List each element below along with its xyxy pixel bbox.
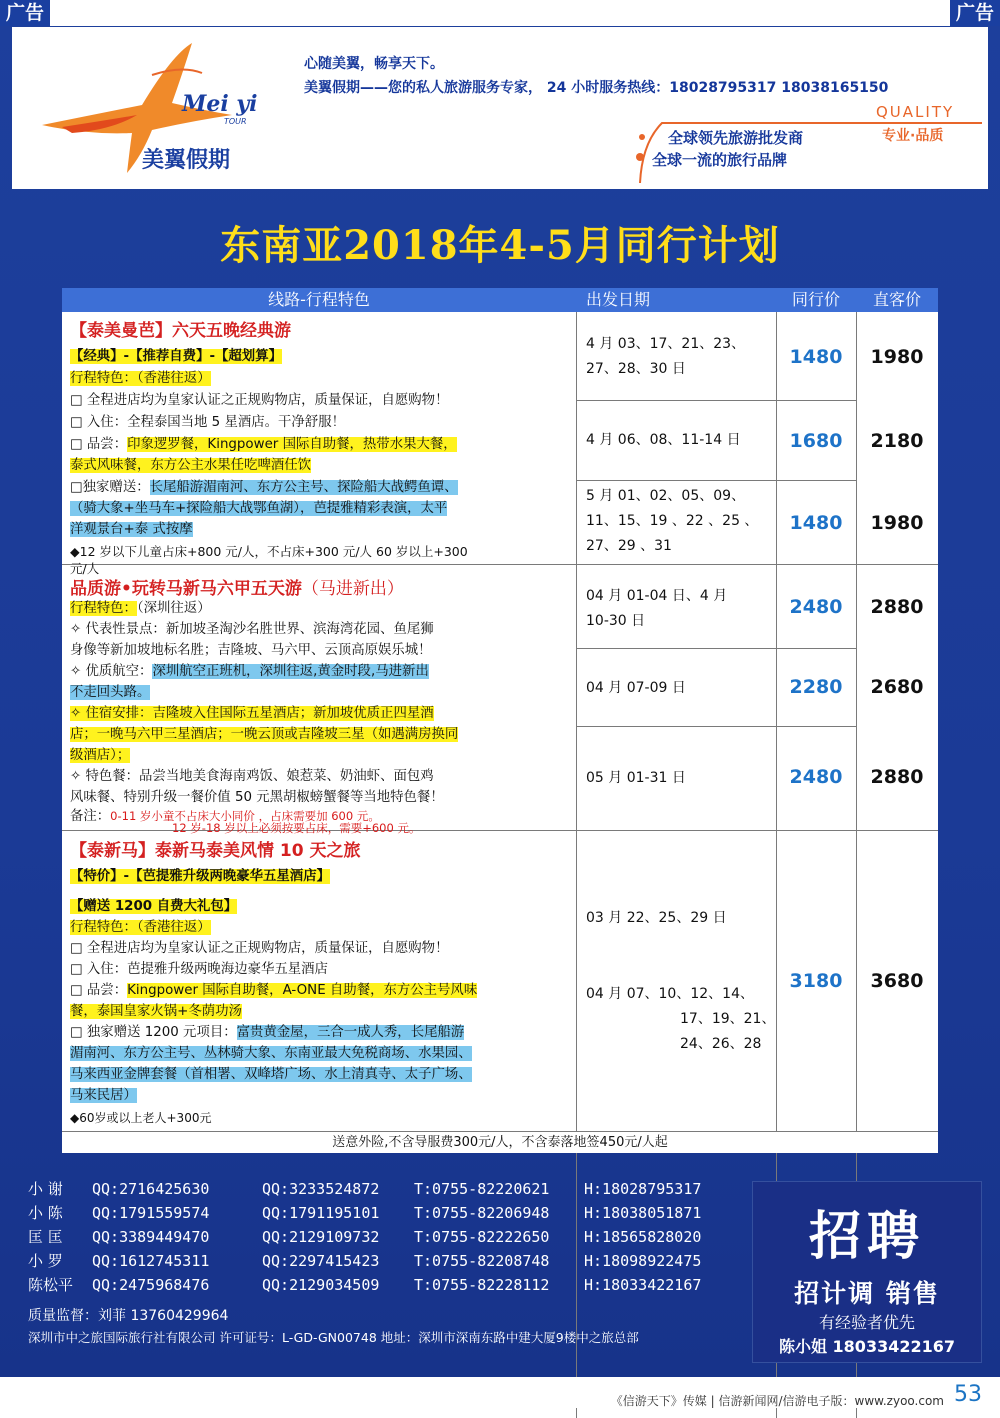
direct-price: 2180 [870, 430, 924, 452]
recruit-positions: 招计调 销售 [794, 1279, 940, 1308]
slogan-line1: 心随美翼，畅享天下。 [304, 56, 444, 72]
table-footnote: 送意外险,不含导服费300元/人，不含泰落地签450元/人起 [62, 1131, 938, 1153]
contact-qq1: QQ:2475968476 [92, 1276, 210, 1294]
recruitment-box [752, 1181, 982, 1363]
row-divider [576, 648, 856, 649]
header-direct-price: 直客价 [872, 290, 921, 309]
logo-text: Mei yi [182, 91, 258, 117]
peer-price: 2480 [789, 766, 843, 788]
recruit-requirement: 有经验者优先 [818, 1313, 915, 1332]
departure-date: 4 月 03、17、21、23、 27、28、30 日 [586, 336, 746, 377]
contact-name: 小 罗 [28, 1252, 63, 1270]
product-name-1: 【泰美曼芭】六天五晚经典游 [70, 321, 291, 341]
product1-line: ◆12 岁以下儿童占床+800 元/人，不占床+300 元/人 60 岁以上+300 [70, 544, 468, 559]
page-title: 东南亚2018年4-5月同行计划 [220, 222, 780, 269]
product1-line: □ 全程进店均为皇家认证之正规购物店，质量保证，自愿购物！ [70, 393, 449, 408]
product1-line: □ 品尝：印象逻罗餐，Kingpower 国际自助餐，热带水果大餐， [70, 437, 457, 452]
product2-line: 身像等新加坡地标名胜；吉隆坡、马六甲、云顶高原娱乐城！ [70, 643, 432, 658]
product-divider [62, 564, 938, 565]
product2-line: 不走回头路。 [70, 685, 151, 700]
product3-line: □ 品尝：Kingpower 国际自助餐，A-ONE 自助餐，东方公主号风味 [70, 983, 478, 998]
direct-price: 2880 [870, 596, 924, 618]
peer-price: 1480 [789, 512, 843, 534]
contact-name: 小 陈 [28, 1204, 63, 1222]
product3-line: ◆60岁或以上老人+300元 [70, 1111, 212, 1125]
product2-line: 风味餐、特别升级一餐价值 50 元黑胡椒螃蟹餐等当地特色餐！ [70, 790, 444, 805]
product2-line: ✧ 住宿安排：吉隆坡入住国际五星酒店；新加坡优质正四星酒 [70, 706, 434, 721]
contact-qq1: QQ:1791559574 [92, 1204, 210, 1222]
logo-tour: TOUR [224, 117, 247, 126]
peer-price: 1680 [789, 430, 843, 452]
publisher-info: 《信游天下》传媒 | 信游新闻网/信游电子版：www.zyoo.com [610, 1394, 944, 1408]
product3-line: 马来西亚金牌套餐（首相署、双峰塔广场、水上清真寺、太子广场、 [70, 1067, 472, 1082]
product1-line: 洋观景台+泰 式按摩 [70, 522, 193, 537]
contact-qq1: QQ:2716425630 [92, 1180, 210, 1198]
header-peer-price: 同行价 [791, 290, 840, 309]
product3-line: 马来民居） [70, 1088, 137, 1103]
product2-line: 店；一晚马六甲三星酒店；一晚云顶或吉隆坡三星（如遇满房换同 [70, 727, 459, 742]
direct-price: 3680 [870, 970, 924, 992]
product1-line: 元/人 [70, 561, 100, 576]
product3-line: 餐，泰国皇家火锅+冬荫功汤 [70, 1004, 242, 1019]
meiyi-logo [32, 35, 272, 183]
contact-qq2: QQ:2297415423 [262, 1252, 380, 1270]
product1-line: （骑大象+坐马车+探险船大战鄂鱼湖），芭提雅精彩表演，太平 [70, 501, 448, 516]
product1-line: 泰式风味餐，东方公主水果任吃啤酒任饮 [70, 458, 312, 473]
contact-qq2: QQ:3233524872 [262, 1180, 380, 1198]
table-header [62, 288, 938, 312]
contact-mobile: H:18038051871 [584, 1204, 702, 1222]
top-strip [0, 0, 1000, 26]
departure-date: 04 月 01-04 日、4 月 10-30 日 [586, 588, 728, 629]
quality-supervisor: 质量监督：刘菲 13760429964 [28, 1308, 229, 1324]
contact-mobile: H:18565828020 [584, 1228, 702, 1246]
product2-line: 12 岁-18 岁以上必须按要占床，需要+600 元。 [172, 821, 421, 835]
contact-tel: T:0755-82208748 [414, 1252, 550, 1270]
brand-line1: 全球领先旅游批发商 [668, 129, 804, 147]
product3-line: □ 独家赠送 1200 元项目：富贵黄金屋，三合一成人秀，长尾船游 [70, 1025, 465, 1040]
row-divider [576, 400, 856, 401]
contact-qq1: QQ:3389449470 [92, 1228, 210, 1246]
contact-qq1: QQ:1612745311 [92, 1252, 210, 1270]
direct-price: 1980 [870, 512, 924, 534]
contact-qq2: QQ:1791195101 [262, 1204, 380, 1222]
contact-mobile: H:18028795317 [584, 1180, 702, 1198]
header-route: 线路-行程特色 [268, 290, 370, 309]
contact-tel: T:0755-82206948 [414, 1204, 550, 1222]
contact-name: 匡 匡 [28, 1228, 63, 1246]
product-name-2: 品质游•玩转马新马六甲五天游（马进新出） [70, 579, 404, 599]
product1-line: □独家赠送：长尾船游湄南河、东方公主号、探险船大战鳄鱼谭、 [70, 480, 458, 495]
direct-price: 2680 [870, 676, 924, 698]
row-divider [576, 726, 856, 727]
peer-price: 1480 [789, 346, 843, 368]
product3-line: □ 入住：芭提雅升级两晚海边豪华五星酒店 [70, 962, 328, 977]
ad-label-right: 广告 [950, 0, 1000, 26]
company-info: 深圳市中之旅国际旅行社有限公司 许可证号：L-GD-GN00748 地址：深圳市深南东路中建大厦9楼中之旅总部 [28, 1330, 639, 1345]
product1-line: 【经典】-【推荐自费】-【超划算】 [70, 349, 282, 364]
logo-cn: 美翼假期 [142, 148, 231, 173]
product3-line: 【特价】-【芭提雅升级两晚豪华五星酒店】 [70, 869, 330, 884]
contact-tel: T:0755-82222650 [414, 1228, 550, 1246]
quality-label: QUALITY [876, 103, 955, 121]
contact-tel: T:0755-82220621 [414, 1180, 550, 1198]
product1-line: 行程特色：（香港往返） [70, 371, 211, 386]
row-divider [576, 480, 856, 481]
product2-line: ✧ 代表性景点：新加坡圣淘沙名胜世界、滨海湾花园、鱼尾狮 [70, 622, 434, 637]
contact-name: 小 谢 [28, 1180, 63, 1198]
product3-line: 【赠送 1200 自费大礼包】 [70, 899, 238, 914]
departure-date: 04 月 07、10、12、14、 17、19、21、 24、26、28 [586, 986, 776, 1052]
departure-date: 5 月 01、02、05、09、 11、15、19 、22 、25 、 27、29 、31 [586, 488, 759, 554]
departure-date: 04 月 07-09 日 [586, 680, 686, 696]
product2-line: 备注：0-11 岁小童不占床大小同价 ，占床需要加 600 元。 [70, 809, 380, 824]
product1-line: □ 入住：全程泰国当地 5 星酒店。干净舒服！ [70, 415, 345, 430]
contact-tel: T:0755-82228112 [414, 1276, 550, 1294]
product2-line: 行程特色：（深圳往返） [70, 601, 211, 616]
itinerary-table [62, 288, 938, 1153]
contact-mobile: H:18033422167 [584, 1276, 702, 1294]
peer-price: 2280 [789, 676, 843, 698]
product3-line: 行程特色：（香港往返） [70, 920, 211, 935]
header-departure: 出发日期 [586, 290, 651, 309]
peer-price: 2480 [789, 596, 843, 618]
direct-price: 2880 [870, 766, 924, 788]
ad-label-left: 广告 [0, 0, 50, 26]
page-number: 53 [954, 1382, 982, 1407]
direct-price: 1980 [870, 346, 924, 368]
product3-line: □ 全程进店均为皇家认证之正规购物店，质量保证，自愿购物！ [70, 941, 449, 956]
col-divider [576, 312, 577, 1418]
recruit-contact: 陈小姐 18033422167 [778, 1337, 956, 1356]
product3-line: 湄南河、东方公主号、丛林骑大象、东南亚最大免税商场、水果园、 [70, 1046, 472, 1061]
brand-line2: 全球一流的旅行品牌 [652, 151, 788, 169]
product2-line: ✧ 特色餐：品尝当地美食海南鸡饭、娘惹菜、奶油虾、面包鸡 [70, 769, 434, 784]
departure-date: 4 月 06、08、11-14 日 [586, 432, 741, 448]
departure-date: 05 月 01-31 日 [586, 770, 686, 786]
departure-date: 03 月 22、25、29 日 [586, 910, 727, 926]
contact-mobile: H:18098922475 [584, 1252, 702, 1270]
contact-qq2: QQ:2129109732 [262, 1228, 380, 1246]
product2-line: 级酒店）； [70, 748, 131, 763]
product-name-3: 【泰新马】泰新马泰美风情 10 天之旅 [70, 841, 361, 861]
slogan-line2: 美翼假期——您的私人旅游服务专家， 24 小时服务热线：18028795317 18038165150 [304, 80, 889, 96]
product2-line: ✧ 优质航空：深圳航空正班机，深圳往返,黄金时段,马进新出 [70, 664, 429, 679]
peer-price: 3180 [789, 970, 843, 992]
contact-name: 陈松平 [28, 1276, 74, 1294]
header-banner [12, 27, 988, 189]
recruit-title: 招聘 [808, 1207, 925, 1267]
contact-qq2: QQ:2129034509 [262, 1276, 380, 1294]
quality-cn-label: 专业·品质 [882, 128, 944, 144]
